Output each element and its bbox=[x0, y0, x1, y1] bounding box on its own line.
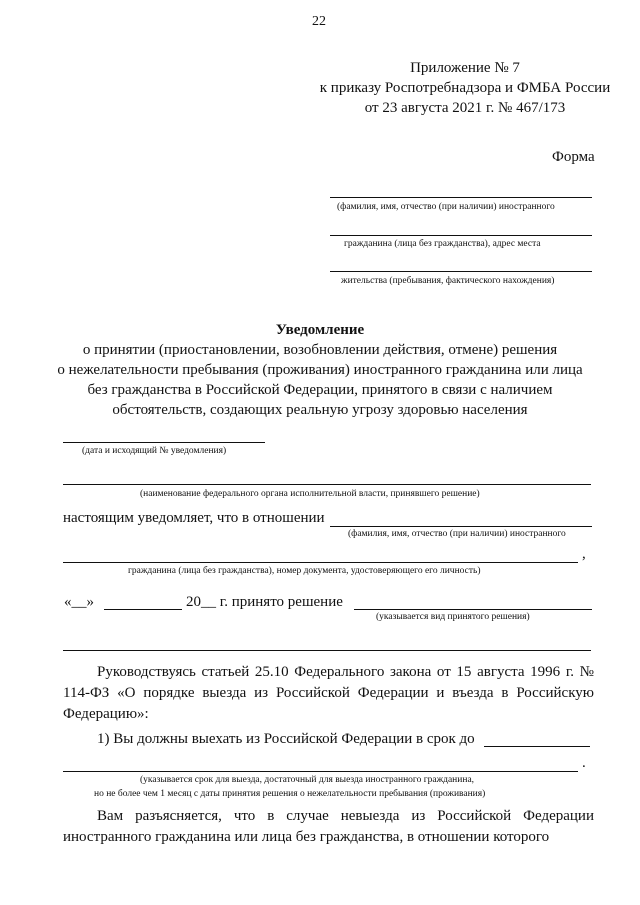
decision-type-caption: (указывается вид принятого решения) bbox=[376, 612, 530, 622]
addressee-caption-3: жительства (пребывания, фактического нахождения) bbox=[341, 276, 555, 286]
addressee-line-2 bbox=[330, 235, 592, 236]
notice-subtitle-4: обстоятельств, создающих реальную угрозу здоровью населения bbox=[112, 402, 528, 418]
addressee-line-3 bbox=[330, 271, 592, 272]
notice-subtitle-2: о нежелательности пребывания (проживания) иностранного гражданина или лица bbox=[57, 362, 583, 378]
notice-subtitle-1: о принятии (приостановлении, возобновлении действия, отмене) решения bbox=[82, 342, 558, 358]
date-line bbox=[63, 442, 265, 443]
subject-comma: , bbox=[582, 546, 586, 562]
subject-document-line bbox=[63, 562, 578, 563]
notice-heading: Уведомление bbox=[275, 322, 365, 338]
decision-month-line bbox=[104, 609, 182, 610]
decision-extra-line bbox=[63, 650, 591, 651]
decision-day: «__» bbox=[64, 594, 94, 610]
notify-text: настоящим уведомляет, что в отношении bbox=[63, 510, 325, 526]
subject-name-caption: (фамилия, имя, отчество (при наличии) иностранного bbox=[348, 529, 566, 539]
decision-year-text: 20__ г. принято решение bbox=[186, 594, 343, 610]
departure-period: . bbox=[582, 755, 586, 771]
departure-caption-1: (указывается срок для выезда, достаточный для выезда иностранного гражданина, bbox=[140, 775, 475, 785]
legal-basis-paragraph: Руководствуясь статьей 25.10 Федерального закона от 15 августа 1996 г. № 114-ФЗ «О порядке выезда из Российской Федерации и въезда в Российскую Федерацию»: bbox=[63, 664, 594, 722]
departure-period-line bbox=[63, 771, 578, 772]
departure-date-line bbox=[484, 746, 590, 747]
form-label: Форма bbox=[552, 149, 595, 165]
addressee-caption-2: гражданина (лица без гражданства), адрес места bbox=[344, 239, 541, 249]
subject-name-line bbox=[330, 526, 592, 527]
departure-caption-2: но не более чем 1 месяц с даты принятия решения о нежелательности пребывания (проживания) bbox=[94, 789, 486, 799]
decision-type-line bbox=[354, 609, 592, 610]
date-caption: (дата и исходящий № уведомления) bbox=[82, 446, 227, 456]
order-reference: к приказу Роспотребнадзора и ФМБА России bbox=[319, 80, 611, 96]
explanation-paragraph: Вам разъясняется, что в случае невыезда из Российской Федерации иностранного гражданина или лица без гражданства, в отношении которого bbox=[63, 808, 594, 845]
appendix-number: Приложение № 7 bbox=[410, 60, 520, 76]
subject-document-caption: гражданина (лица без гражданства), номер документа, удостоверяющего его личность) bbox=[128, 566, 481, 576]
addressee-caption-1: (фамилия, имя, отчество (при наличии) иностранного bbox=[337, 202, 555, 212]
notice-subtitle-3: без гражданства в Российской Федерации, принятого в связи с наличием bbox=[87, 382, 553, 398]
departure-item: 1) Вы должны выехать из Российской Федерации в срок до bbox=[97, 731, 475, 747]
order-date: от 23 августа 2021 г. № 467/173 bbox=[364, 100, 566, 116]
addressee-line-1 bbox=[330, 197, 592, 198]
page-number: 22 bbox=[312, 14, 326, 29]
authority-caption: (наименование федерального органа исполнительной власти, принявшего решение) bbox=[140, 489, 480, 499]
authority-line bbox=[63, 484, 591, 485]
